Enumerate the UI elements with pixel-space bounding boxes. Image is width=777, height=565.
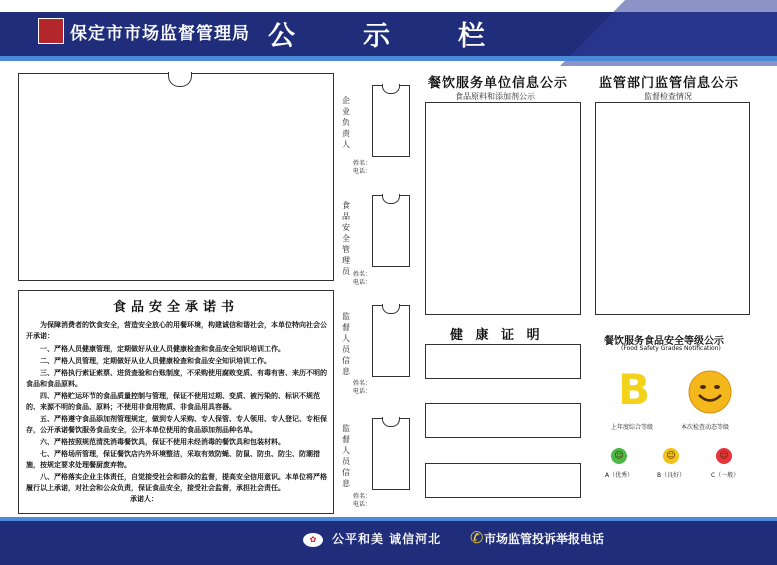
dynamic-grade-smiley-icon <box>688 370 732 414</box>
grades-title: 餐饮服务食品安全等级公示 <box>604 336 724 347</box>
staff-name-label: 姓名： <box>353 380 372 387</box>
grade-c-label: C（一般） <box>711 472 740 479</box>
staff-phone-label: 电话： <box>353 279 372 286</box>
pledge-title: 食品安全承诺书 <box>112 300 239 315</box>
pledge-item: 二、严格人员管理，定期做好从业人员健康检查和食品安全知识培训工作。 <box>40 357 271 365</box>
catering-info-frame <box>425 102 581 315</box>
staff-label: 企业负责人 <box>342 96 350 149</box>
catering-subtitle: 食品原料和添加剂公示 <box>455 92 535 101</box>
hebei-logo-icon: ✿ <box>303 533 323 547</box>
grades-subtitle: (Food Safety Grades Notification) <box>621 345 721 352</box>
pledge-signer: 承诺人： <box>130 495 158 503</box>
pledge-items <box>26 344 328 495</box>
agency-seal-icon <box>38 18 64 44</box>
agency-name: 保定市市场监督管理局 <box>70 24 250 44</box>
staff-phone-label: 电话： <box>353 388 372 395</box>
health-title: 健 康 证 明 <box>450 328 544 343</box>
health-cert-slot <box>425 403 581 438</box>
staff-label: 监督人员信息 <box>342 312 350 376</box>
pledge-item: 六、严格按照规范清洗消毒餐饮具，保证不使用未经消毒的餐饮具和包装材料。 <box>40 438 285 446</box>
staff-name-label: 姓名： <box>353 493 372 500</box>
staff-name-label: 姓名： <box>353 160 372 167</box>
staff-photo-frame <box>372 418 410 490</box>
catering-title: 餐饮服务单位信息公示 <box>428 76 569 91</box>
health-cert-slot <box>425 463 581 498</box>
supervision-info-frame <box>595 102 750 315</box>
board-title: 公示栏 <box>268 21 553 52</box>
staff-phone-label: 电话： <box>353 501 372 508</box>
staff-label: 监督人员信息 <box>342 424 350 488</box>
staff-photo-frame <box>372 195 410 267</box>
health-cert-slot <box>425 344 581 379</box>
grade-a-smiley-icon: ☺ <box>611 448 627 464</box>
grade-b-smiley-icon: ☺ <box>663 448 679 464</box>
phone-icon: ✆ <box>470 528 484 547</box>
license-photo-frame <box>18 73 334 281</box>
staff-photo-frame <box>372 305 410 377</box>
staff-name-label: 姓名： <box>353 271 372 278</box>
grade-a-label: A（优秀） <box>605 472 634 479</box>
pledge-item: 七、严格场所管理，保证餐饮店内外环境整洁，采取有效防蝇、防鼠、防虫、防尘、防潮措施，按规定要求处理餐厨废弃物。 <box>26 450 320 469</box>
slogan: 公平和美 诚信河北 <box>332 532 442 546</box>
pledge-intro: 为保障消费者的饮食安全，营造安全放心的用餐环境，构建诚信和谐社会，本单位特向社会公开承诺： <box>26 321 327 340</box>
pledge-item: 五、严格遵守食品添加剂管理规定，做到专人采购、专人保管、专人领用、专人登记、专柜保存，公开承诺餐饮服务食品安全，公开本单位使用的食品添加剂品种名单。 <box>26 415 327 434</box>
annual-grade-label: 上年度综合等级 <box>611 424 654 431</box>
staff-phone-label: 电话： <box>353 168 372 175</box>
pledge-item: 三、严格执行索证索票、进货查验和台账制度，不采购使用腐败变质、有毒有害、来历不明的食品和食品原料。 <box>26 369 327 388</box>
header-stripe <box>0 56 777 61</box>
complaint-hotline: 市场监管投诉举报电话 <box>484 532 605 546</box>
staff-label: 食品安全管理员 <box>342 201 350 276</box>
pledge-item: 四、严格贮运环节的食品质量控制与管理，保证不使用过期、变质、被污染的、标识不规范的、来源不明的食品、原料；不使用非食用物质、非食品用具容器。 <box>26 392 320 411</box>
pledge-item: 八、严格落实企业主体责任，自觉接受社会和群众的监督，提高安全信用意识。本单位将严格履行以上承诺，对社会和公众负责，保证食品安全，接受社会监督，承担社会责任。 <box>26 473 327 492</box>
annual-grade: B <box>618 365 651 414</box>
staff-photo-frame <box>372 85 410 157</box>
dynamic-grade-label: 本次检查动态等级 <box>681 424 730 431</box>
supervision-title: 监管部门监管信息公示 <box>599 76 740 91</box>
supervision-subtitle: 监督检查情况 <box>644 92 692 101</box>
grade-c-smiley-icon: ☺ <box>716 448 732 464</box>
pledge-item: 一、严格人员健康管理，定期做好从业人员健康检查和食品安全知识培训工作。 <box>40 345 285 353</box>
grade-b-label: B（良好） <box>657 472 686 479</box>
